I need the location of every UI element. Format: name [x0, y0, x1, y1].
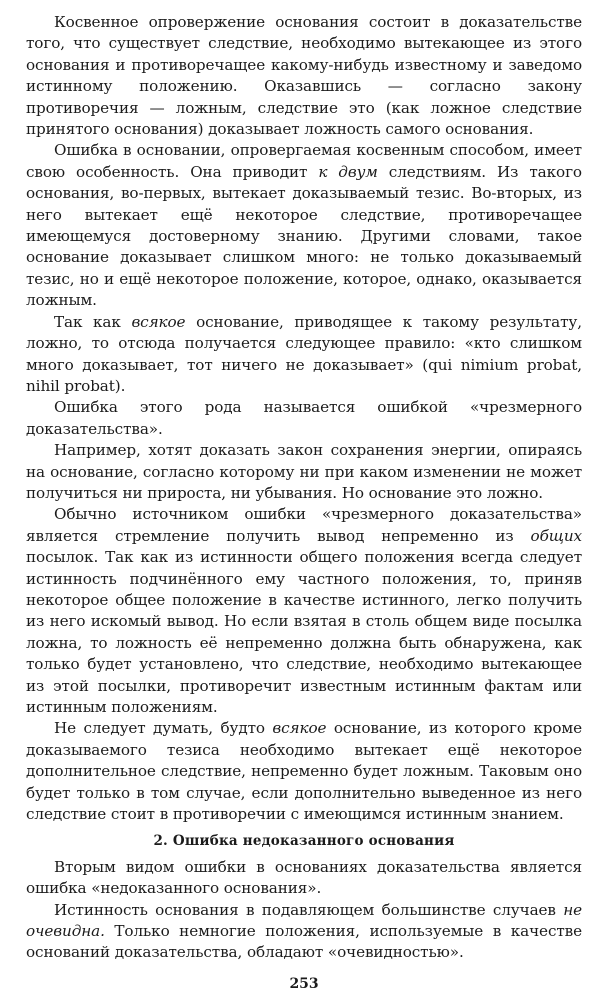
paragraph-source-of-error: [26, 504, 582, 718]
text-span: посылок. Так как из истинности общего положения всегда следует истинность подчинённого ему частного положения, то, приняв некоторое общее положение в качестве истинного, легко получить из него искомый вывод. Но если взятая в столь общем виде посылка ложна, то ложность её непременно должна быть обнаружена, как только будет установлено, что следствие, необходимо вытекающее из этой посылки, противоречит известным истинным фактам или истинным положениям.: [26, 548, 582, 716]
paragraph-caveat: [26, 718, 582, 825]
paragraph-example: Например, хотят доказать закон сохранения энергии, опираясь на основание, согласно которому ни при каком изменении не может получиться ни прироста, ни убывания. Но основание это ложно.: [26, 441, 582, 502]
page-number: 253: [289, 975, 319, 992]
emphasis-text: не очевидна.: [26, 900, 582, 941]
paragraph-two-consequences: [26, 140, 582, 311]
paragraph-rule: [26, 312, 582, 398]
text-span: следствиям. Из такого основания, во-первых, вытекает доказываемый тезис. Во-вторых, из него вытекает ещё некоторое следствие, противоречащее имеющемуся достоверному знанию. Другими словами, такое основание доказывает слишком много: не только доказываемый тезис, но и ещё некоторое положение, которое, однако, оказывается ложным.: [26, 162, 582, 310]
text-span: Так как: [54, 312, 132, 331]
emphasis-text: всякое: [131, 312, 186, 331]
text-span: Только немногие положения, используемые в качестве оснований доказательства, обладают «очевидностью».: [26, 922, 582, 962]
text-span: Обычно источником ошибки «чрезмерного доказательства» является стремление получить вывод непременно из: [26, 505, 582, 545]
emphasis-text: к двум: [318, 162, 378, 181]
text-span: основание, приводящее к такому результату, ложно, то отсюда получается следующее правило: «кто слишком много доказывает, тот ничего не доказывает» (qui nimium probat, nihil probat).: [26, 312, 582, 395]
text-span: основание, из которого кроме доказываемого тезиса необходимо вытекает ещё некоторое дополнительное следствие, непременно будет ложным. Таковым оно будет только в том случае, если дополнительно выведенное из него следствие стоит в противоречии с имеющимся истинным знанием.: [26, 719, 582, 824]
emphasis-text: всякое: [272, 719, 327, 738]
paragraph-error-name: Ошибка этого рода называется ошибкой «чрезмерного доказательства».: [26, 398, 582, 438]
paragraph-second-kind: Вторым видом ошибки в основаниях доказательства является ошибка «недоказанного основания».: [26, 857, 582, 898]
text-span: Истинность основания в подавляющем большинстве случаев: [54, 900, 564, 919]
paragraph-truth-of-basis: [26, 900, 582, 964]
text-span: Не следует думать, будто: [54, 719, 273, 738]
emphasis-text: общих: [530, 526, 582, 545]
paragraph-indirect-refutation: Косвенное опровержение основания состоит в доказательстве того, что существует следствие, необходимо вытекающее из этого основания и противоречащее какому-нибудь известному и заведомо истинному положению. Оказавшись — согласно закону противоречия — ложным, следствие это (как ложное следствие принятого основания) доказывает ложность самого основания.: [26, 13, 582, 139]
section-heading: 2. Ошибка недоказанного основания: [153, 833, 455, 850]
text-span: Ошибка в основании, опровергаемая косвенным способом, имеет свою особенность. Она приводит: [26, 141, 582, 181]
